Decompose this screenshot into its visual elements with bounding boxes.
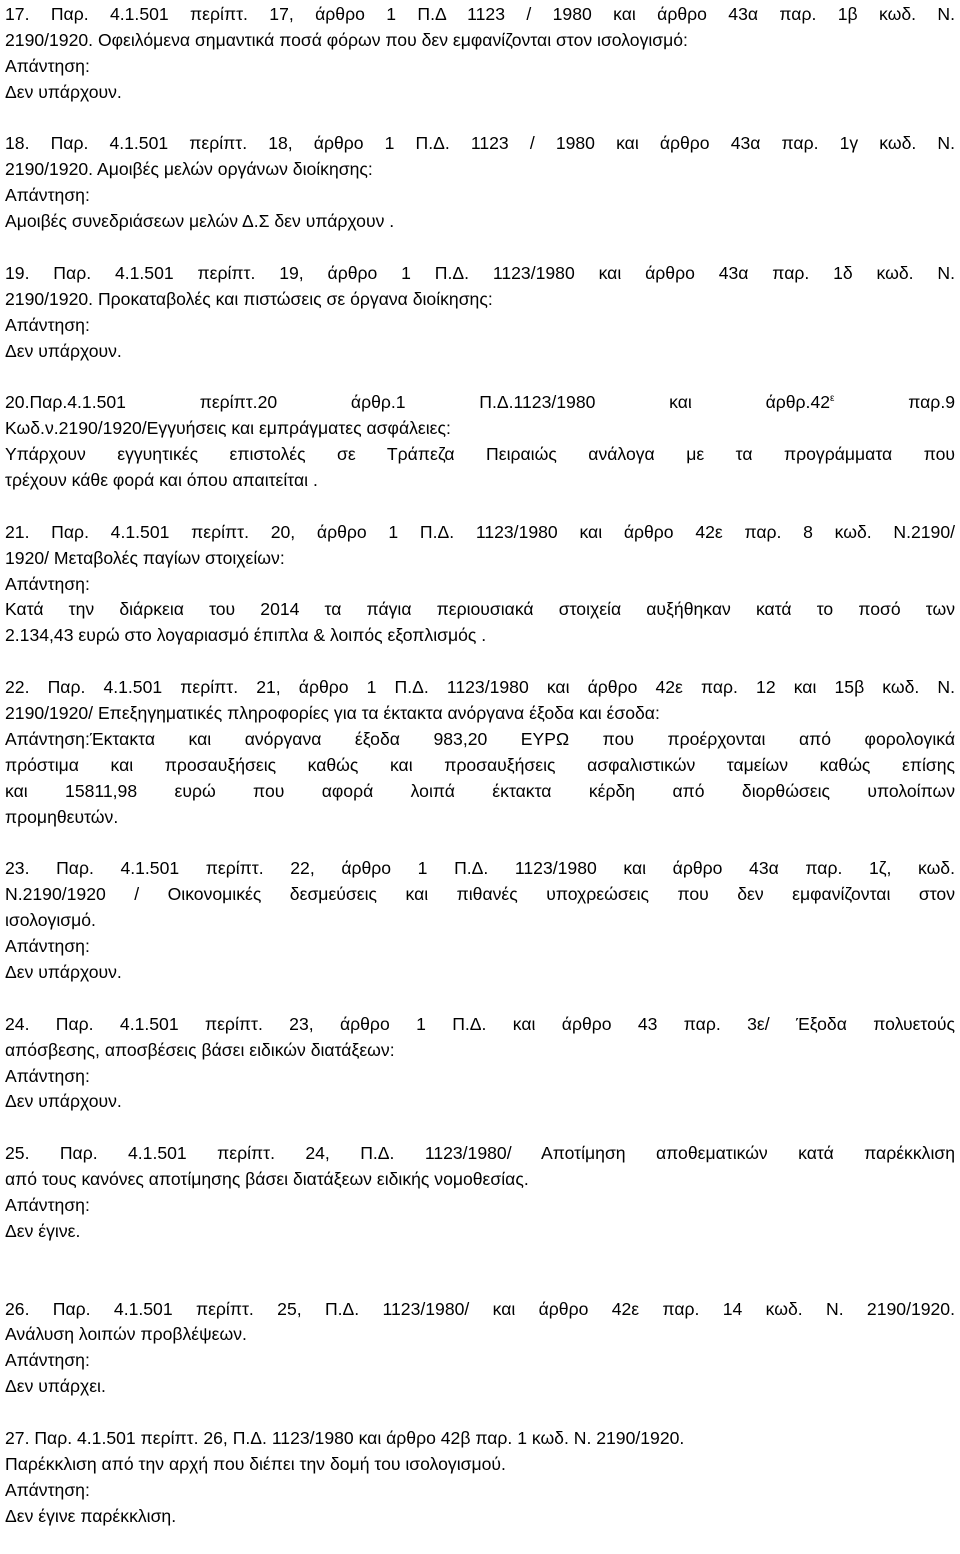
section-26-answer: Δεν υπάρχει. [5, 1376, 106, 1397]
section-20-heading-start: 20.Παρ.4.1.501 περίπτ.20 άρθρ.1 Π.Δ.1123/1980 και άρθρ.42 [5, 392, 831, 413]
section-24 [5, 1012, 955, 1116]
section-18-answer-label: Απάντηση: [5, 185, 90, 206]
section-23-heading: 23. Παρ. 4.1.501 περίπτ. 22, άρθρο 1 Π.Δ. 1123/1980 και άρθρο 43α παρ. 1ζ, κωδ. [5, 858, 955, 879]
section-21-heading: 21. Παρ. 4.1.501 περίπτ. 20, άρθρο 1 Π.Δ. 1123/1980 και άρθρο 42ε παρ. 8 κωδ. Ν.2190/ [5, 521, 955, 542]
section-22-answer: Απάντηση:Έκτακτα και ανόργανα έξοδα 983,20 ΕΥΡΩ που προέρχονται από φορολογικά [5, 728, 955, 749]
section-22-answer-cont-3: προμηθευτών. [5, 806, 119, 827]
section-25 [5, 1141, 955, 1245]
document-page [5, 2, 955, 1530]
section-18-answer: Αμοιβές συνεδριάσεων μελών Δ.Σ δεν υπάρχουν . [5, 211, 395, 232]
section-22-heading-cont: 2190/1920/ Επεξηγηματικές πληροφορίες για τα έκτακτα ανόργανα έξοδα και έσοδα: [5, 703, 660, 724]
section-20-superscript: ε [830, 393, 835, 405]
spacer [5, 986, 955, 1012]
section-19 [5, 261, 955, 365]
section-27 [5, 1426, 955, 1530]
spacer [5, 494, 955, 520]
section-17-answer: Δεν υπάρχουν. [5, 81, 122, 102]
section-19-heading: 19. Παρ. 4.1.501 περίπτ. 19, άρθρο 1 Π.Δ. 1123/1980 και άρθρο 43α παρ. 1δ κωδ. Ν. [5, 262, 955, 283]
section-26-heading: 26. Παρ. 4.1.501 περίπτ. 25, Π.Δ. 1123/1980/ και άρθρο 42ε παρ. 14 κωδ. Ν. 2190/1920. [5, 1298, 955, 1319]
section-25-heading: 25. Παρ. 4.1.501 περίπτ. 24, Π.Δ. 1123/1980/ Αποτίμηση αποθεματικών κατά παρέκκλιση [5, 1143, 955, 1164]
section-20-heading-cont: Κωδ.ν.2190/1920/Εγγυήσεις και εμπράγματες ασφάλειες: [5, 418, 451, 439]
section-24-answer: Δεν υπάρχουν. [5, 1091, 122, 1112]
section-23 [5, 856, 955, 985]
section-27-answer-label: Απάντηση: [5, 1479, 90, 1500]
section-27-answer: Δεν έγινε παρέκκλιση. [5, 1505, 177, 1526]
spacer [5, 1245, 955, 1297]
section-26-answer-label: Απάντηση: [5, 1350, 90, 1371]
section-26-heading-cont: Ανάλυση λοιπών προβλέψεων. [5, 1324, 247, 1345]
spacer [5, 235, 955, 261]
section-18-heading-cont: 2190/1920. Αμοιβές μελών οργάνων διοίκησης: [5, 159, 373, 180]
section-25-answer: Δεν έγινε. [5, 1220, 81, 1241]
section-25-heading-cont: από τους κανόνες αποτίμησης βάσει διατάξεων ειδικής νομοθεσίας. [5, 1169, 529, 1190]
section-27-heading-cont: Παρέκκλιση από την αρχή που διέπει την δομή του ισολογισμού. [5, 1453, 506, 1474]
spacer [5, 1115, 955, 1141]
section-18 [5, 131, 955, 235]
section-17 [5, 2, 955, 106]
section-23-answer: Δεν υπάρχουν. [5, 961, 122, 982]
section-25-answer-label: Απάντηση: [5, 1194, 90, 1215]
section-20-answer: Υπάρχουν εγγυητικές επιστολές σε Τράπεζα Πειραιώς ανάλογα με τα προγράμματα που [5, 444, 955, 465]
section-22-answer-cont-1: πρόστιμα και προσαυξήσεις καθώς και προσαυξήσεις ασφαλιστικών ταμείων καθώς επίσης [5, 754, 955, 775]
section-26 [5, 1297, 955, 1401]
section-20-heading [5, 390, 955, 416]
section-21-answer-cont: 2.134,43 ευρώ στο λογαριασμό έπιπλα & λοιπός εξοπλισμός . [5, 625, 487, 646]
section-21-answer: Κατά την διάρκεια του 2014 τα πάγια περιουσιακά στοιχεία αυξήθηκαν κατά το ποσό των [5, 599, 955, 620]
spacer [5, 106, 955, 132]
section-23-answer-label: Απάντηση: [5, 936, 90, 957]
section-17-heading-cont: 2190/1920. Οφειλόμενα σημαντικά ποσά φόρων που δεν εμφανίζονται στον ισολογισμό: [5, 29, 688, 50]
section-24-heading-cont: απόσβεσης, αποσβέσεις βάσει ειδικών διατάξεων: [5, 1039, 395, 1060]
section-19-answer-label: Απάντηση: [5, 314, 90, 335]
section-23-heading-cont: Ν.2190/1920 / Οικονομικές δεσμεύσεις και πιθανές υποχρεώσεις που δεν εμφανίζονται στον [5, 884, 955, 905]
section-24-heading: 24. Παρ. 4.1.501 περίπτ. 23, άρθρο 1 Π.Δ. και άρθρο 43 παρ. 3ε/ Έξοδα πολυετούς [5, 1013, 955, 1034]
section-20 [5, 390, 955, 494]
section-22 [5, 675, 955, 830]
section-24-answer-label: Απάντηση: [5, 1065, 90, 1086]
section-21-answer-label: Απάντηση: [5, 573, 90, 594]
section-21 [5, 520, 955, 649]
section-22-answer-cont-2: και 15811,98 ευρώ που αφορά λοιπά έκτακτα κέρδη από διορθώσεις υπολοίπων [5, 780, 955, 801]
spacer [5, 649, 955, 675]
spacer [5, 1400, 955, 1426]
section-19-heading-cont: 2190/1920. Προκαταβολές και πιστώσεις σε όργανα διοίκησης: [5, 288, 493, 309]
section-20-heading-end: παρ.9 [834, 392, 955, 413]
spacer [5, 364, 955, 390]
section-18-heading: 18. Παρ. 4.1.501 περίπτ. 18, άρθρο 1 Π.Δ. 1123 / 1980 και άρθρο 43α παρ. 1γ κωδ. Ν. [5, 133, 955, 154]
spacer [5, 831, 955, 857]
section-20-answer-cont: τρέχουν κάθε φορά και όπου απαιτείται . [5, 470, 318, 491]
section-19-answer: Δεν υπάρχουν. [5, 340, 122, 361]
section-17-answer-label: Απάντηση: [5, 55, 90, 76]
section-22-heading: 22. Παρ. 4.1.501 περίπτ. 21, άρθρο 1 Π.Δ. 1123/1980 και άρθρο 42ε παρ. 12 και 15β κωδ. Ν. [5, 677, 955, 698]
section-23-heading-cont-2: ισολογισμό. [5, 910, 96, 931]
section-21-heading-cont: 1920/ Μεταβολές παγίων στοιχείων: [5, 547, 285, 568]
section-17-heading: 17. Παρ. 4.1.501 περίπτ. 17, άρθρο 1 Π.Δ 1123 / 1980 και άρθρο 43α παρ. 1β κωδ. Ν. [5, 4, 955, 24]
section-27-heading: 27. Παρ. 4.1.501 περίπτ. 26, Π.Δ. 1123/1980 και άρθρο 42β παρ. 1 κωδ. Ν. 2190/1920. [5, 1428, 685, 1448]
